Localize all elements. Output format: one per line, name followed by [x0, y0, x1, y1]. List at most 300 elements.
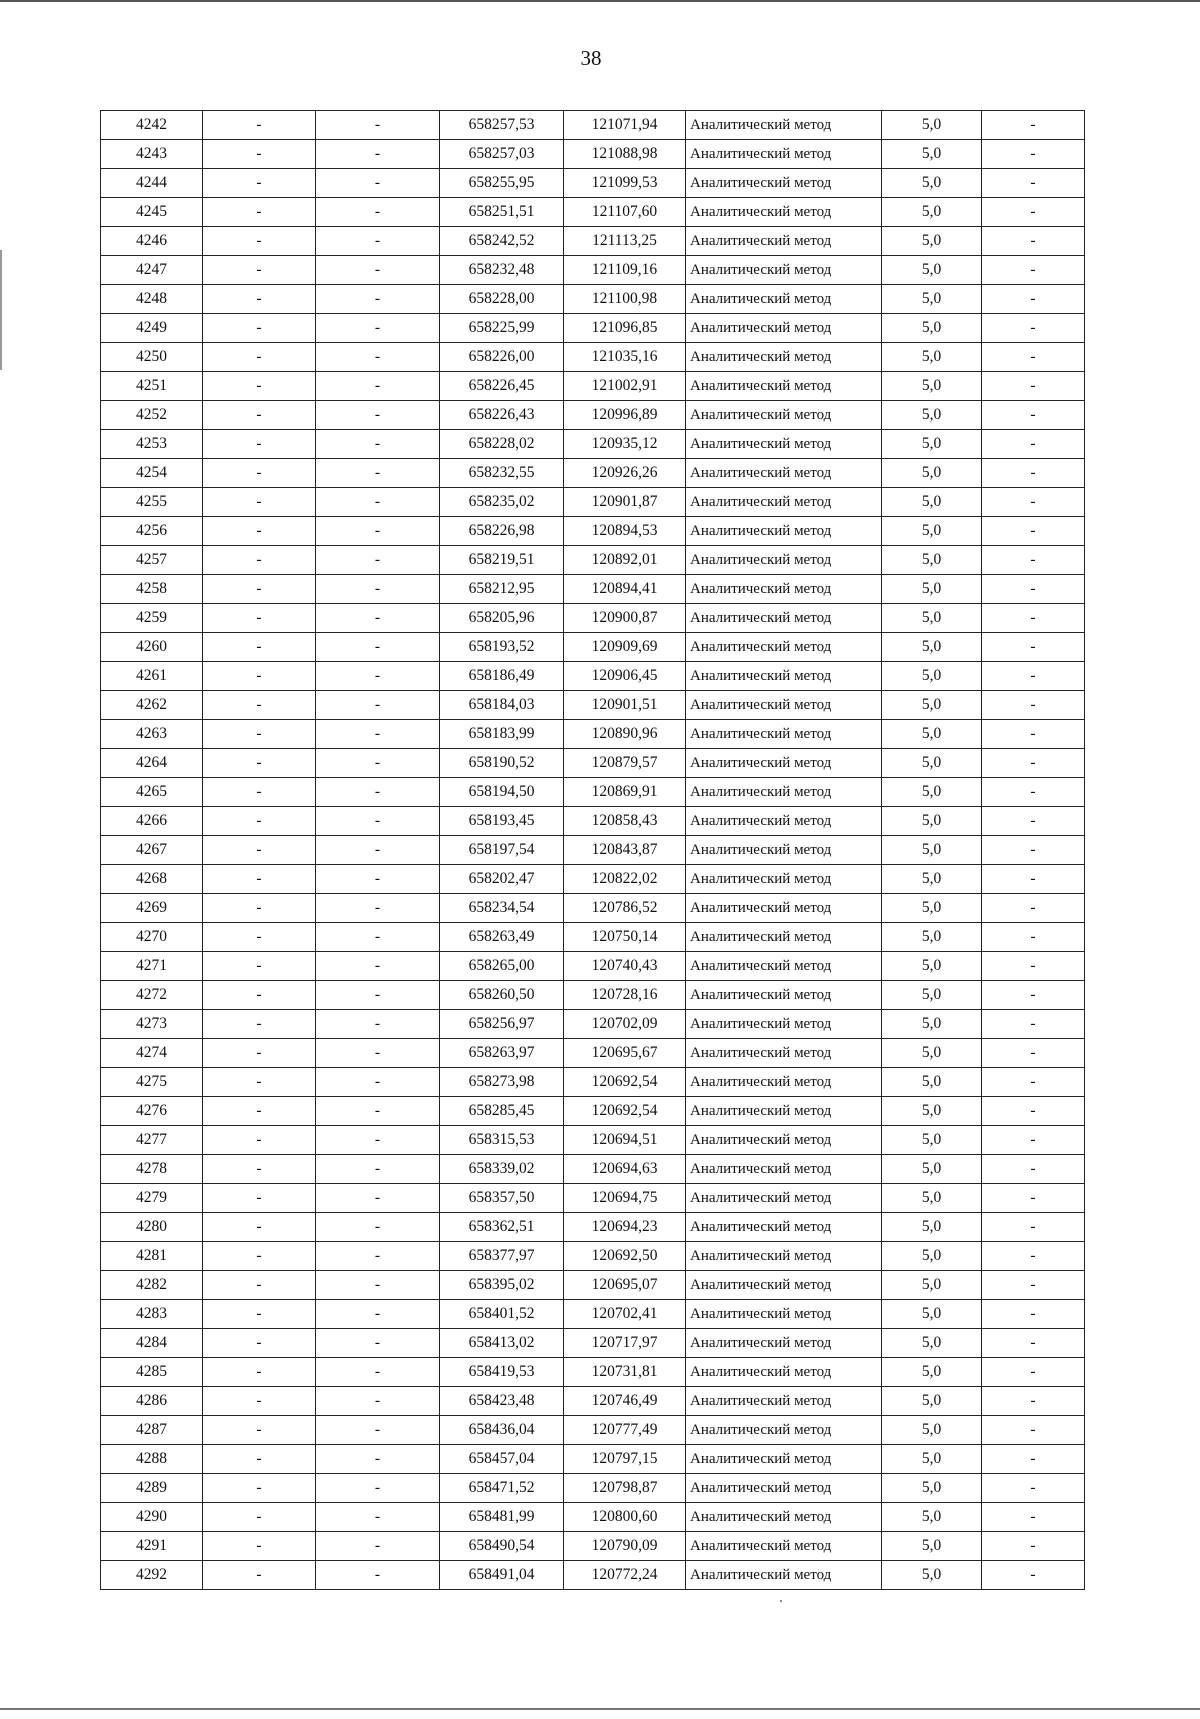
point-number-cell: 4284	[101, 1329, 203, 1358]
table-row	[101, 1039, 1085, 1068]
method-cell: Аналитический метод	[686, 1532, 882, 1561]
table-row	[101, 1068, 1085, 1097]
col3-cell: -	[316, 1068, 440, 1097]
col3-cell: -	[316, 1242, 440, 1271]
y-coordinate-cell: 120822,02	[564, 865, 686, 894]
col3-cell: -	[316, 198, 440, 227]
accuracy-cell: 5,0	[882, 401, 982, 430]
x-coordinate-cell: 658193,45	[440, 807, 564, 836]
x-coordinate-cell: 658357,50	[440, 1184, 564, 1213]
method-cell: Аналитический метод	[686, 1503, 882, 1532]
y-coordinate-cell: 120901,87	[564, 488, 686, 517]
col3-cell: -	[316, 894, 440, 923]
table-row	[101, 1387, 1085, 1416]
col2-cell: -	[203, 1387, 316, 1416]
col8-cell: -	[982, 1155, 1085, 1184]
method-cell: Аналитический метод	[686, 923, 882, 952]
col8-cell: -	[982, 923, 1085, 952]
method-cell: Аналитический метод	[686, 894, 882, 923]
col2-cell: -	[203, 691, 316, 720]
col8-cell: -	[982, 546, 1085, 575]
point-number-cell: 4289	[101, 1474, 203, 1503]
accuracy-cell: 5,0	[882, 836, 982, 865]
col3-cell: -	[316, 749, 440, 778]
table-row	[101, 1126, 1085, 1155]
table-row	[101, 140, 1085, 169]
col8-cell: -	[982, 807, 1085, 836]
table-row	[101, 691, 1085, 720]
method-cell: Аналитический метод	[686, 778, 882, 807]
col8-cell: -	[982, 256, 1085, 285]
table-row	[101, 517, 1085, 546]
y-coordinate-cell: 121035,16	[564, 343, 686, 372]
accuracy-cell: 5,0	[882, 575, 982, 604]
col3-cell: -	[316, 662, 440, 691]
col3-cell: -	[316, 401, 440, 430]
col8-cell: -	[982, 633, 1085, 662]
x-coordinate-cell: 658257,03	[440, 140, 564, 169]
col2-cell: -	[203, 1445, 316, 1474]
col8-cell: -	[982, 1329, 1085, 1358]
table-row	[101, 314, 1085, 343]
x-coordinate-cell: 658256,97	[440, 1010, 564, 1039]
scan-edge-left	[0, 250, 2, 370]
table-row	[101, 1300, 1085, 1329]
table-row	[101, 401, 1085, 430]
col8-cell: -	[982, 1097, 1085, 1126]
col8-cell: -	[982, 401, 1085, 430]
point-number-cell: 4285	[101, 1358, 203, 1387]
point-number-cell: 4275	[101, 1068, 203, 1097]
x-coordinate-cell: 658339,02	[440, 1155, 564, 1184]
col2-cell: -	[203, 662, 316, 691]
table-row	[101, 923, 1085, 952]
y-coordinate-cell: 121113,25	[564, 227, 686, 256]
accuracy-cell: 5,0	[882, 865, 982, 894]
point-number-cell: 4242	[101, 111, 203, 140]
col3-cell: -	[316, 1416, 440, 1445]
col3-cell: -	[316, 1503, 440, 1532]
accuracy-cell: 5,0	[882, 633, 982, 662]
col3-cell: -	[316, 807, 440, 836]
point-number-cell: 4243	[101, 140, 203, 169]
table-row	[101, 488, 1085, 517]
col2-cell: -	[203, 343, 316, 372]
col3-cell: -	[316, 952, 440, 981]
point-number-cell: 4249	[101, 314, 203, 343]
coordinates-table	[100, 110, 1085, 1590]
x-coordinate-cell: 658423,48	[440, 1387, 564, 1416]
col3-cell: -	[316, 227, 440, 256]
y-coordinate-cell: 121002,91	[564, 372, 686, 401]
col2-cell: -	[203, 140, 316, 169]
method-cell: Аналитический метод	[686, 227, 882, 256]
col3-cell: -	[316, 546, 440, 575]
accuracy-cell: 5,0	[882, 1503, 982, 1532]
accuracy-cell: 5,0	[882, 343, 982, 372]
x-coordinate-cell: 658226,00	[440, 343, 564, 372]
table-row	[101, 256, 1085, 285]
table-row	[101, 1532, 1085, 1561]
method-cell: Аналитический метод	[686, 836, 882, 865]
col8-cell: -	[982, 691, 1085, 720]
col8-cell: -	[982, 459, 1085, 488]
y-coordinate-cell: 120890,96	[564, 720, 686, 749]
point-number-cell: 4256	[101, 517, 203, 546]
y-coordinate-cell: 120694,23	[564, 1213, 686, 1242]
col3-cell: -	[316, 1097, 440, 1126]
table-row	[101, 1561, 1085, 1590]
col8-cell: -	[982, 662, 1085, 691]
method-cell: Аналитический метод	[686, 720, 882, 749]
y-coordinate-cell: 120869,91	[564, 778, 686, 807]
table-row	[101, 459, 1085, 488]
method-cell: Аналитический метод	[686, 1242, 882, 1271]
accuracy-cell: 5,0	[882, 488, 982, 517]
col3-cell: -	[316, 865, 440, 894]
method-cell: Аналитический метод	[686, 1068, 882, 1097]
method-cell: Аналитический метод	[686, 1358, 882, 1387]
col2-cell: -	[203, 1300, 316, 1329]
point-number-cell: 4271	[101, 952, 203, 981]
table-row	[101, 1010, 1085, 1039]
x-coordinate-cell: 658481,99	[440, 1503, 564, 1532]
accuracy-cell: 5,0	[882, 1561, 982, 1590]
accuracy-cell: 5,0	[882, 662, 982, 691]
accuracy-cell: 5,0	[882, 314, 982, 343]
col8-cell: -	[982, 778, 1085, 807]
point-number-cell: 4254	[101, 459, 203, 488]
point-number-cell: 4262	[101, 691, 203, 720]
table-row	[101, 952, 1085, 981]
method-cell: Аналитический метод	[686, 1039, 882, 1068]
point-number-cell: 4270	[101, 923, 203, 952]
point-number-cell: 4278	[101, 1155, 203, 1184]
col3-cell: -	[316, 111, 440, 140]
col3-cell: -	[316, 169, 440, 198]
method-cell: Аналитический метод	[686, 1155, 882, 1184]
col2-cell: -	[203, 1561, 316, 1590]
method-cell: Аналитический метод	[686, 198, 882, 227]
method-cell: Аналитический метод	[686, 169, 882, 198]
table-row	[101, 285, 1085, 314]
x-coordinate-cell: 658315,53	[440, 1126, 564, 1155]
x-coordinate-cell: 658232,55	[440, 459, 564, 488]
x-coordinate-cell: 658184,03	[440, 691, 564, 720]
x-coordinate-cell: 658226,43	[440, 401, 564, 430]
col2-cell: -	[203, 778, 316, 807]
point-number-cell: 4288	[101, 1445, 203, 1474]
point-number-cell: 4264	[101, 749, 203, 778]
col3-cell: -	[316, 1300, 440, 1329]
col3-cell: -	[316, 343, 440, 372]
col8-cell: -	[982, 1068, 1085, 1097]
table-row	[101, 575, 1085, 604]
point-number-cell: 4272	[101, 981, 203, 1010]
point-number-cell: 4290	[101, 1503, 203, 1532]
accuracy-cell: 5,0	[882, 1039, 982, 1068]
accuracy-cell: 5,0	[882, 546, 982, 575]
method-cell: Аналитический метод	[686, 111, 882, 140]
y-coordinate-cell: 120790,09	[564, 1532, 686, 1561]
x-coordinate-cell: 658232,48	[440, 256, 564, 285]
col3-cell: -	[316, 720, 440, 749]
x-coordinate-cell: 658197,54	[440, 836, 564, 865]
accuracy-cell: 5,0	[882, 459, 982, 488]
col2-cell: -	[203, 981, 316, 1010]
col8-cell: -	[982, 343, 1085, 372]
x-coordinate-cell: 658186,49	[440, 662, 564, 691]
col2-cell: -	[203, 169, 316, 198]
accuracy-cell: 5,0	[882, 198, 982, 227]
accuracy-cell: 5,0	[882, 1271, 982, 1300]
table-row	[101, 1474, 1085, 1503]
col2-cell: -	[203, 1155, 316, 1184]
col2-cell: -	[203, 1271, 316, 1300]
col2-cell: -	[203, 836, 316, 865]
accuracy-cell: 5,0	[882, 169, 982, 198]
y-coordinate-cell: 121088,98	[564, 140, 686, 169]
col2-cell: -	[203, 546, 316, 575]
method-cell: Аналитический метод	[686, 1387, 882, 1416]
x-coordinate-cell: 658490,54	[440, 1532, 564, 1561]
point-number-cell: 4280	[101, 1213, 203, 1242]
table-row	[101, 749, 1085, 778]
col8-cell: -	[982, 1474, 1085, 1503]
col8-cell: -	[982, 1503, 1085, 1532]
table-row	[101, 865, 1085, 894]
x-coordinate-cell: 658436,04	[440, 1416, 564, 1445]
col2-cell: -	[203, 227, 316, 256]
col3-cell: -	[316, 633, 440, 662]
method-cell: Аналитический метод	[686, 633, 882, 662]
x-coordinate-cell: 658395,02	[440, 1271, 564, 1300]
col3-cell: -	[316, 1445, 440, 1474]
x-coordinate-cell: 658212,95	[440, 575, 564, 604]
col8-cell: -	[982, 1358, 1085, 1387]
accuracy-cell: 5,0	[882, 1532, 982, 1561]
table-row	[101, 1416, 1085, 1445]
accuracy-cell: 5,0	[882, 720, 982, 749]
x-coordinate-cell: 658255,95	[440, 169, 564, 198]
col8-cell: -	[982, 314, 1085, 343]
col2-cell: -	[203, 923, 316, 952]
x-coordinate-cell: 658260,50	[440, 981, 564, 1010]
col2-cell: -	[203, 430, 316, 459]
point-number-cell: 4287	[101, 1416, 203, 1445]
method-cell: Аналитический метод	[686, 981, 882, 1010]
accuracy-cell: 5,0	[882, 1416, 982, 1445]
col2-cell: -	[203, 633, 316, 662]
col3-cell: -	[316, 1474, 440, 1503]
y-coordinate-cell: 120894,41	[564, 575, 686, 604]
col3-cell: -	[316, 285, 440, 314]
table-row	[101, 1155, 1085, 1184]
col2-cell: -	[203, 488, 316, 517]
y-coordinate-cell: 120892,01	[564, 546, 686, 575]
col8-cell: -	[982, 1387, 1085, 1416]
method-cell: Аналитический метод	[686, 807, 882, 836]
point-number-cell: 4255	[101, 488, 203, 517]
col2-cell: -	[203, 1416, 316, 1445]
col2-cell: -	[203, 517, 316, 546]
y-coordinate-cell: 120740,43	[564, 952, 686, 981]
table-row	[101, 1097, 1085, 1126]
x-coordinate-cell: 658205,96	[440, 604, 564, 633]
y-coordinate-cell: 120901,51	[564, 691, 686, 720]
table-row	[101, 981, 1085, 1010]
col8-cell: -	[982, 894, 1085, 923]
method-cell: Аналитический метод	[686, 1416, 882, 1445]
method-cell: Аналитический метод	[686, 1300, 882, 1329]
col8-cell: -	[982, 1126, 1085, 1155]
y-coordinate-cell: 120879,57	[564, 749, 686, 778]
x-coordinate-cell: 658401,52	[440, 1300, 564, 1329]
table-row	[101, 662, 1085, 691]
point-number-cell: 4281	[101, 1242, 203, 1271]
point-number-cell: 4282	[101, 1271, 203, 1300]
accuracy-cell: 5,0	[882, 111, 982, 140]
table-row	[101, 372, 1085, 401]
col8-cell: -	[982, 1445, 1085, 1474]
method-cell: Аналитический метод	[686, 865, 882, 894]
col8-cell: -	[982, 488, 1085, 517]
col8-cell: -	[982, 372, 1085, 401]
accuracy-cell: 5,0	[882, 1445, 982, 1474]
method-cell: Аналитический метод	[686, 546, 882, 575]
col3-cell: -	[316, 1329, 440, 1358]
col2-cell: -	[203, 865, 316, 894]
col8-cell: -	[982, 604, 1085, 633]
table-row	[101, 227, 1085, 256]
col8-cell: -	[982, 575, 1085, 604]
x-coordinate-cell: 658226,45	[440, 372, 564, 401]
accuracy-cell: 5,0	[882, 1126, 982, 1155]
col3-cell: -	[316, 1010, 440, 1039]
x-coordinate-cell: 658257,53	[440, 111, 564, 140]
col8-cell: -	[982, 1010, 1085, 1039]
method-cell: Аналитический метод	[686, 401, 882, 430]
col2-cell: -	[203, 1010, 316, 1039]
col8-cell: -	[982, 1184, 1085, 1213]
y-coordinate-cell: 120694,63	[564, 1155, 686, 1184]
col2-cell: -	[203, 604, 316, 633]
x-coordinate-cell: 658362,51	[440, 1213, 564, 1242]
y-coordinate-cell: 120894,53	[564, 517, 686, 546]
col2-cell: -	[203, 952, 316, 981]
table-row	[101, 633, 1085, 662]
col3-cell: -	[316, 1184, 440, 1213]
col3-cell: -	[316, 1532, 440, 1561]
page-number: 38	[580, 46, 602, 70]
method-cell: Аналитический метод	[686, 1271, 882, 1300]
point-number-cell: 4279	[101, 1184, 203, 1213]
y-coordinate-cell: 120692,54	[564, 1097, 686, 1126]
y-coordinate-cell: 120906,45	[564, 662, 686, 691]
y-coordinate-cell: 120702,09	[564, 1010, 686, 1039]
col8-cell: -	[982, 198, 1085, 227]
col8-cell: -	[982, 227, 1085, 256]
y-coordinate-cell: 120996,89	[564, 401, 686, 430]
x-coordinate-cell: 658219,51	[440, 546, 564, 575]
y-coordinate-cell: 120900,87	[564, 604, 686, 633]
accuracy-cell: 5,0	[882, 517, 982, 546]
point-number-cell: 4292	[101, 1561, 203, 1590]
x-coordinate-cell: 658228,02	[440, 430, 564, 459]
point-number-cell: 4267	[101, 836, 203, 865]
table-row	[101, 1242, 1085, 1271]
accuracy-cell: 5,0	[882, 952, 982, 981]
y-coordinate-cell: 120909,69	[564, 633, 686, 662]
col3-cell: -	[316, 981, 440, 1010]
table-row	[101, 169, 1085, 198]
scan-edge-bottom	[0, 1708, 1200, 1710]
col2-cell: -	[203, 1126, 316, 1155]
col8-cell: -	[982, 1242, 1085, 1271]
method-cell: Аналитический метод	[686, 430, 882, 459]
method-cell: Аналитический метод	[686, 1126, 882, 1155]
accuracy-cell: 5,0	[882, 430, 982, 459]
col3-cell: -	[316, 1271, 440, 1300]
col3-cell: -	[316, 1213, 440, 1242]
col3-cell: -	[316, 430, 440, 459]
y-coordinate-cell: 120935,12	[564, 430, 686, 459]
x-coordinate-cell: 658251,51	[440, 198, 564, 227]
table-row	[101, 894, 1085, 923]
table-row	[101, 807, 1085, 836]
accuracy-cell: 5,0	[882, 1329, 982, 1358]
accuracy-cell: 5,0	[882, 923, 982, 952]
accuracy-cell: 5,0	[882, 1097, 982, 1126]
x-coordinate-cell: 658265,00	[440, 952, 564, 981]
col3-cell: -	[316, 575, 440, 604]
x-coordinate-cell: 658234,54	[440, 894, 564, 923]
col2-cell: -	[203, 111, 316, 140]
table-row	[101, 546, 1085, 575]
x-coordinate-cell: 658263,49	[440, 923, 564, 952]
point-number-cell: 4248	[101, 285, 203, 314]
x-coordinate-cell: 658190,52	[440, 749, 564, 778]
col2-cell: -	[203, 1242, 316, 1271]
point-number-cell: 4245	[101, 198, 203, 227]
y-coordinate-cell: 121099,53	[564, 169, 686, 198]
method-cell: Аналитический метод	[686, 459, 882, 488]
accuracy-cell: 5,0	[882, 1300, 982, 1329]
accuracy-cell: 5,0	[882, 1213, 982, 1242]
col2-cell: -	[203, 575, 316, 604]
method-cell: Аналитический метод	[686, 314, 882, 343]
table-row	[101, 198, 1085, 227]
accuracy-cell: 5,0	[882, 1068, 982, 1097]
point-number-cell: 4246	[101, 227, 203, 256]
table-row	[101, 836, 1085, 865]
y-coordinate-cell: 121071,94	[564, 111, 686, 140]
method-cell: Аналитический метод	[686, 1184, 882, 1213]
accuracy-cell: 5,0	[882, 285, 982, 314]
col8-cell: -	[982, 981, 1085, 1010]
table-row	[101, 604, 1085, 633]
accuracy-cell: 5,0	[882, 140, 982, 169]
point-number-cell: 4260	[101, 633, 203, 662]
accuracy-cell: 5,0	[882, 227, 982, 256]
col2-cell: -	[203, 198, 316, 227]
method-cell: Аналитический метод	[686, 1213, 882, 1242]
col3-cell: -	[316, 836, 440, 865]
col3-cell: -	[316, 1155, 440, 1184]
y-coordinate-cell: 120858,43	[564, 807, 686, 836]
point-number-cell: 4247	[101, 256, 203, 285]
col8-cell: -	[982, 111, 1085, 140]
